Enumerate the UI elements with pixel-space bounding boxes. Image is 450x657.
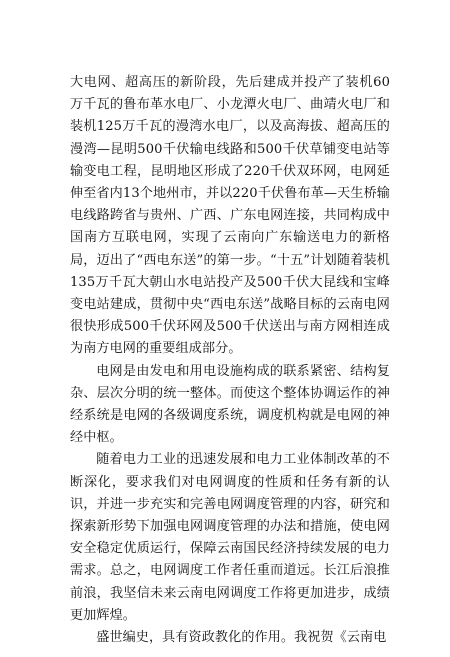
- body-paragraph-3: 随着电力工业的迅速发展和电力工业体制改革的不断深化，要求我们对电网调度的性质和任务有新的认识，并进一步充实和完善电网调度管理的内容，研究和探索新形势下加强电网调度管理的办法和措施，使电网安全稳定优质运行，保障云南国民经济持续发展的电力需求。总之，电网调度工作者任重而道远。长江后浪推前浪，我坚信未来云南电网调度工作将更加进步，成绩更加辉煌。: [70, 452, 390, 623]
- body-paragraph-2: 电网是由发电和用电设施构成的联系紧密、结构复杂、层次分明的统一整体。而使这个整体协调运作的神经系统是电网的各级调度系统，调度机构就是电网的神经中枢。: [70, 363, 390, 446]
- body-paragraph-4: 盛世编史，具有资政教化的作用。我祝贺《云南电: [96, 630, 387, 646]
- document-page: [70, 72, 390, 649]
- body-paragraph-1: 大电网、超高压的新阶段，先后建成并投产了装机60万千瓦的鲁布革水电厂、小龙潭火电厂、曲靖火电厂和装机125万千瓦的漫湾水电厂，以及高海拔、超高压的漫湾—昆明500千伏输电线路和500千伏草铺变电站等输变电工程，昆明地区形成了220千伏双环网，电网延伸至省内13个地州市，并以220千伏鲁布革—天生桥输电线路跨省与贵州、广西、广东电网连接，共同构成中国南方互联电网，实现了云南向广东输送电力的新格局，迈出了“西电东送”的第一步。“十五”计划随着装机135万千瓦大朝山水电站投产及500千伏大昆线和宝峰变电站建成，贯彻中央“西电东送”战略目标的云南电网很快形成500千伏环网及500千伏送出与南方网相连成为南方电网的重要组成部分。: [70, 75, 390, 357]
